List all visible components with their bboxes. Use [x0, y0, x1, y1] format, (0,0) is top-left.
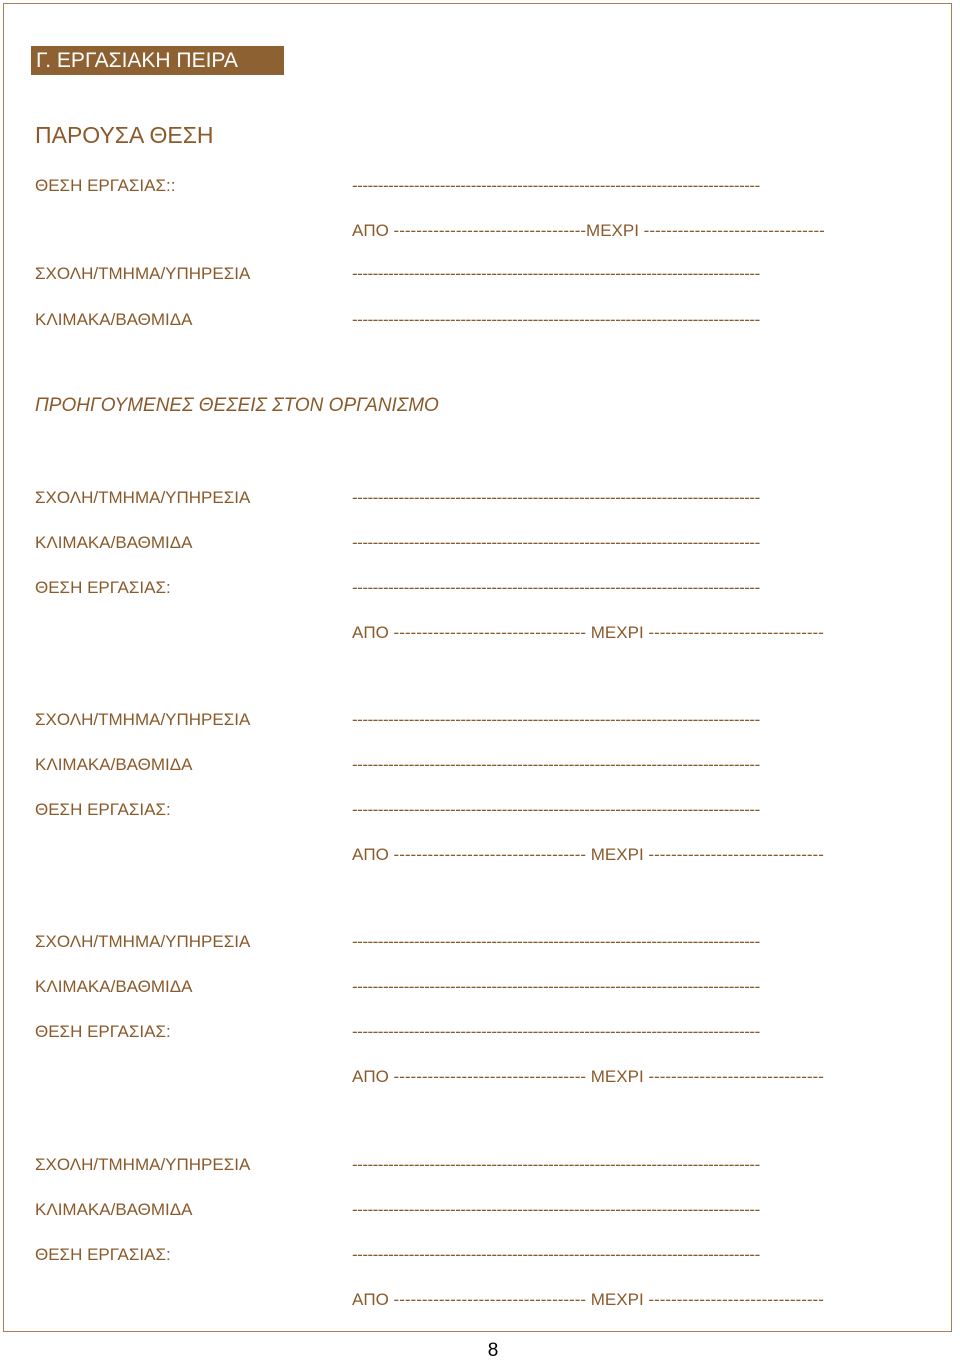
prev1-grade-field[interactable]: ------------------------------------------------------------------------------- — [352, 533, 760, 552]
prev2-date-range-field[interactable]: ΑΠΟ ---------------------------------- ΜΕΧΡΙ ------------------------------- — [352, 845, 824, 864]
prev2-school-label: ΣΧΟΛΗ/ΤΜΗΜΑ/ΥΠΗΡΕΣΙΑ — [35, 710, 251, 729]
prev3-school-label: ΣΧΟΛΗ/ΤΜΗΜΑ/ΥΠΗΡΕΣΙΑ — [35, 932, 251, 951]
prev2-job-row — [0, 798, 960, 822]
prev4-grade-label: ΚΛΙΜΑΚΑ/ΒΑΘΜΙΔΑ — [35, 1200, 193, 1219]
present-school-row — [0, 262, 960, 286]
prev4-grade-row — [0, 1198, 960, 1222]
prev4-school-row — [0, 1153, 960, 1177]
present-range-row — [0, 219, 960, 243]
prev3-range-row — [0, 1065, 960, 1089]
present-grade-label: ΚΛΙΜΑΚΑ/ΒΑΘΜΙΔΑ — [35, 310, 193, 329]
present-school-field[interactable]: ------------------------------------------------------------------------------- — [352, 264, 760, 283]
prev3-school-row — [0, 930, 960, 954]
prev4-school-label: ΣΧΟΛΗ/ΤΜΗΜΑ/ΥΠΗΡΕΣΙΑ — [35, 1155, 251, 1174]
prev1-school-field[interactable]: ------------------------------------------------------------------------------- — [352, 488, 760, 507]
present-position-heading: ΠΑΡΟΥΣΑ ΘΕΣΗ — [35, 122, 214, 148]
prev2-job-label: ΘΕΣΗ ΕΡΓΑΣΙΑΣ: — [35, 800, 171, 819]
prev1-grade-row — [0, 531, 960, 555]
prev3-grade-field[interactable]: ------------------------------------------------------------------------------- — [352, 977, 760, 996]
prev1-job-row — [0, 576, 960, 600]
present-school-label: ΣΧΟΛΗ/ΤΜΗΜΑ/ΥΠΗΡΕΣΙΑ — [35, 264, 251, 283]
prev3-school-field[interactable]: ------------------------------------------------------------------------------- — [352, 932, 760, 951]
prev3-grade-label: ΚΛΙΜΑΚΑ/ΒΑΘΜΙΔΑ — [35, 977, 193, 996]
prev2-school-field[interactable]: ------------------------------------------------------------------------------- — [352, 710, 760, 729]
present-job-row — [0, 174, 960, 198]
present-grade-field[interactable]: ------------------------------------------------------------------------------- — [352, 310, 760, 329]
section-header: Γ. ΕΡΓΑΣΙΑΚΗ ΠΕΙΡΑ — [31, 46, 284, 75]
prev1-school-row — [0, 486, 960, 510]
prev4-grade-field[interactable]: ------------------------------------------------------------------------------- — [352, 1200, 760, 1219]
prev1-school-label: ΣΧΟΛΗ/ΤΜΗΜΑ/ΥΠΗΡΕΣΙΑ — [35, 488, 251, 507]
prev2-school-row — [0, 708, 960, 732]
prev2-grade-label: ΚΛΙΜΑΚΑ/ΒΑΘΜΙΔΑ — [35, 755, 193, 774]
prev1-date-range-field[interactable]: ΑΠΟ ---------------------------------- ΜΕΧΡΙ ------------------------------- — [352, 623, 824, 642]
prev2-grade-field[interactable]: ------------------------------------------------------------------------------- — [352, 755, 760, 774]
present-date-range-field[interactable]: ΑΠΟ ----------------------------------ΜΕΧΡΙ -------------------------------- — [352, 221, 825, 240]
prev1-job-label: ΘΕΣΗ ΕΡΓΑΣΙΑΣ: — [35, 578, 171, 597]
prev2-range-row — [0, 843, 960, 867]
present-job-field[interactable]: ------------------------------------------------------------------------------- — [352, 176, 760, 195]
prev4-range-row — [0, 1288, 960, 1312]
prev3-grade-row — [0, 975, 960, 999]
prev3-job-label: ΘΕΣΗ ΕΡΓΑΣΙΑΣ: — [35, 1022, 171, 1041]
prev1-job-field[interactable]: ------------------------------------------------------------------------------- — [352, 578, 760, 597]
prev1-range-row — [0, 621, 960, 645]
prev4-job-field[interactable]: ------------------------------------------------------------------------------- — [352, 1245, 760, 1264]
prev4-job-row — [0, 1243, 960, 1267]
prev1-grade-label: ΚΛΙΜΑΚΑ/ΒΑΘΜΙΔΑ — [35, 533, 193, 552]
page-border — [3, 3, 952, 1332]
prev3-date-range-field[interactable]: ΑΠΟ ---------------------------------- ΜΕΧΡΙ ------------------------------- — [352, 1067, 824, 1086]
prev4-job-label: ΘΕΣΗ ΕΡΓΑΣΙΑΣ: — [35, 1245, 171, 1264]
previous-positions-heading: ΠΡΟΗΓΟΥΜΕΝΕΣ ΘΕΣΕΙΣ ΣΤΟΝ ΟΡΓΑΝΙΣΜΟ — [35, 395, 439, 416]
prev3-job-row — [0, 1020, 960, 1044]
present-grade-row — [0, 308, 960, 332]
present-job-label: ΘΕΣΗ ΕΡΓΑΣΙΑΣ:: — [35, 176, 176, 195]
prev2-job-field[interactable]: ------------------------------------------------------------------------------- — [352, 800, 760, 819]
prev4-school-field[interactable]: ------------------------------------------------------------------------------- — [352, 1155, 760, 1174]
prev4-date-range-field[interactable]: ΑΠΟ ---------------------------------- ΜΕΧΡΙ ------------------------------- — [352, 1290, 824, 1309]
prev2-grade-row — [0, 753, 960, 777]
prev3-job-field[interactable]: ------------------------------------------------------------------------------- — [352, 1022, 760, 1041]
page-number: 8 — [487, 1340, 499, 1361]
